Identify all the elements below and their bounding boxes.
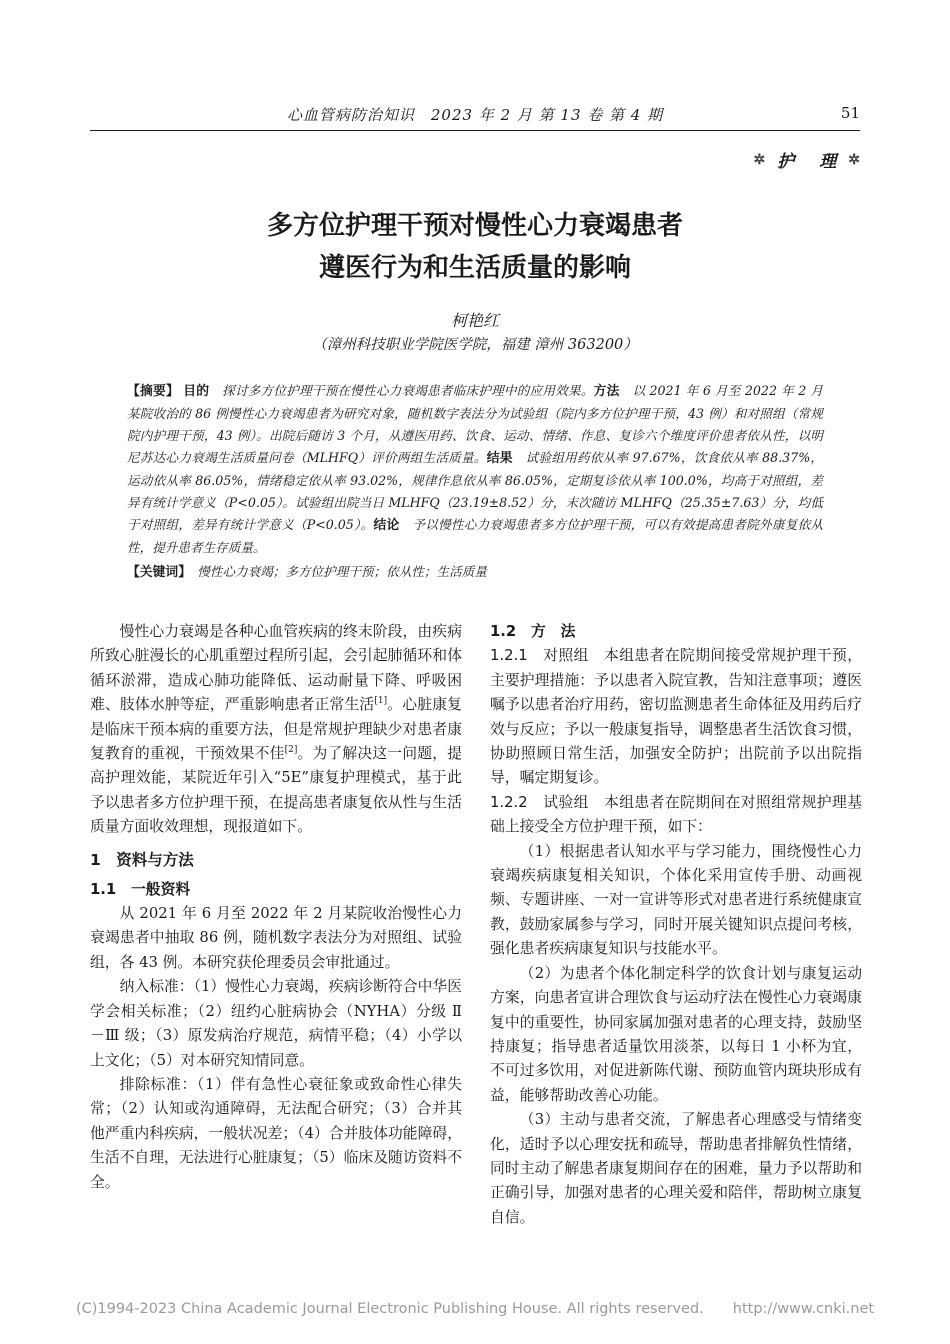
keywords bbox=[127, 561, 823, 584]
heading-general-data: 1.1 一般资料 bbox=[90, 880, 191, 898]
author: 柯艳红 bbox=[450, 311, 499, 330]
control-group-text: 本组患者在院期间接受常规护理干预，主要护理措施：予以患者入院宣教，告知注意事项；遵医嘱予以患者治疗用药，密切监测患者生命体征及用药后疗效与反应；予以一般康复指导，调整患者生活饮食习惯，协助照顾日常生活，加强安全防护；出院前予以出院指导，嘱定期复诊。 bbox=[490, 647, 862, 787]
intervention-item-1: （1）根据患者认知水平与学习能力，围绕慢性心力衰竭疾病康复相关知识，个体化采用宣传手册、动画视频、专题讲座、一对一宣讲等形式对患者进行系统健康宣教，鼓励家属参与学习，同时开展关键知识点提问考核，强化患者疾病康复知识与技能水平。 bbox=[490, 842, 862, 958]
paper-title bbox=[90, 205, 860, 289]
intro-text-b: 。心脏康复是临床干预本病的重要方法，但是常规护理缺少对患者康复教育的重视，干预效果不佳 bbox=[90, 696, 462, 763]
intervention-item-3: （3）主动与患者交流，了解患者心理感受与情绪变化，适时予以心理安抚和疏导，帮助患者排解负性情绪，同时主动了解患者康复期间存在的困难，量力予以帮助和正确引导，加强对患者的心理关爱和陪伴，帮助树立康复自信。 bbox=[490, 1111, 862, 1226]
keywords-text: 慢性心力衰竭；多方位护理干预；依从性；生活质量 bbox=[184, 564, 487, 579]
exclusion-criteria: 排除标准：（1）伴有急性心衰征象或致命性心律失常；（2）认知或沟通障碍，无法配合研究；（3）合并其他严重内科疾病，一般状况差；（4）合并肢体功能障碍，生活不自理，无法进行心脏康复；（5）临床及随访资料不全。 bbox=[90, 1075, 462, 1191]
section-tag bbox=[754, 147, 864, 172]
title-line-2: 遵医行为和生活质量的影响 bbox=[318, 253, 631, 283]
general-data-paragraph: 从 2021 年 6 月至 2022 年 2 月某院收治慢性心力衰竭患者中抽取 86 例，随机数字表法分为对照组、试验组，各 43 例。本研究获伦理委员会审批通过。 bbox=[90, 905, 462, 971]
page-number: 51 bbox=[840, 104, 860, 122]
conclusion-text: 予以慢性心力衰竭患者多方位护理干预，可以有效提高患者院外康复依从性，提升患者生存质量。 bbox=[127, 517, 824, 555]
heading-methods: 1.2 方 法 bbox=[490, 623, 576, 640]
control-group-label: 1.2.1 对照组 bbox=[490, 647, 589, 665]
journal-info: 心血管病防治知识 2023 年 2 月 第 13 卷 第 4 期 bbox=[286, 106, 664, 124]
conclusion-label: 结论 bbox=[373, 518, 400, 533]
affiliation: （漳州科技职业学院医学院，福建 漳州 363200） bbox=[312, 337, 638, 353]
method-text: 以 2021 年 6 月至 2022 年 2 月某院收治的 86 例慢性心力衰竭患者为研究对象，随机数字表法分为试验组（院内多方位护理干预，43 例）和对照组（常规院内护理干预，43 例）。出院后随访 3 个月，从遵医用药、饮食、运动、情绪、作息、复诊六个维度评价患者依从性，以明尼苏达心力衰竭生活质量问卷（MLHFQ）评价两组生活质量。 bbox=[127, 383, 824, 465]
flower-icon: ✲ bbox=[848, 151, 864, 168]
left-column bbox=[90, 620, 462, 1195]
ref-2: [2] bbox=[284, 745, 298, 756]
intervention-item-2: （2）为患者个体化制定科学的饮食计划与康复运动方案，向患者宣讲合理饮食与运动疗法在慢性心力衰竭康复中的重要性，协同家属加强对患者的心理支持，鼓励坚持康复；指导患者适量饮用淡茶，以每日 1 小杯为宜，不可过多饮用，对促进新陈代谢、预防血管内斑块形成有益，能够帮助改善心功能。 bbox=[490, 964, 862, 1104]
heading-materials-methods: 1 资料与方法 bbox=[90, 850, 194, 869]
keywords-label: 【关键词】 bbox=[127, 565, 185, 580]
abstract bbox=[127, 380, 823, 584]
abstract-label: 【摘要】 bbox=[127, 384, 180, 399]
intro-paragraph bbox=[90, 620, 462, 840]
test-group-text: 本组患者在院期间在对照组常规护理基础上接受全方位护理干预，如下： bbox=[490, 793, 862, 836]
running-header bbox=[90, 104, 860, 130]
right-column bbox=[490, 620, 862, 1230]
method-label: 方法 bbox=[593, 384, 620, 399]
copyright-footer: (C)1994-2023 China Academic Journal Electronic Publishing House. All rights reserved. http://www.cnki.net bbox=[75, 1301, 875, 1317]
test-group-paragraph bbox=[490, 791, 862, 840]
inclusion-criteria: 纳入标准：（1）慢性心力衰竭，疾病诊断符合中华医学会相关标准；（2）纽约心脏病协会（NYHA）分级 Ⅱ－Ⅲ 级；（3）原发病治疗规范，病情平稳；（4）小学以上文化；（5）对本研究知情同意。 bbox=[90, 978, 462, 1069]
purpose-text: 探讨多方位护理干预在慢性心力衰竭患者临床护理中的应用效果。 bbox=[209, 383, 594, 398]
purpose-label: 目的 bbox=[183, 384, 210, 399]
abstract-body bbox=[127, 380, 823, 559]
control-group-paragraph bbox=[490, 644, 862, 790]
intro-text-c: 。为了解决这一问题，提高护理效能，某院近年引入“5E”康复护理模式，基于此予以患者多方位护理干预，在提高患者康复依从性与生活质量方面收效理想，现报道如下。 bbox=[90, 745, 462, 836]
section-label: 护 理 bbox=[777, 152, 841, 172]
result-label: 结果 bbox=[486, 451, 513, 466]
test-group-label: 1.2.2 试验组 bbox=[490, 793, 589, 811]
result-text: 试验组用药依从率 97.67%，饮食依从率 88.37%，运动依从率 86.05%，情绪稳定依从率 93.02%，规律作息依从率 86.05%，定期复诊依从率 100.0%，均高于对照组，差异有统计学意义（P<0.05）。试验组出院当日 MLHFQ（23.19±8.52）分，末次随访 MLHFQ（25.35±7.63）分，均低于对照组，差异有统计学意义（P<0.05）。 bbox=[127, 450, 824, 532]
ref-1: [1] bbox=[374, 696, 388, 707]
title-line-1: 多方位护理干预对慢性心力衰竭患者 bbox=[266, 211, 683, 241]
flower-icon: ✲ bbox=[753, 151, 770, 168]
header-rule bbox=[90, 130, 860, 131]
intro-text-a: 慢性心力衰竭是各种心血管疾病的终末阶段，由疾病所致心脏漫长的心肌重塑过程所引起，会引起肺循环和体循环淤滞，造成心肺功能降低、运动耐量下降、呼吸困难、肢体水肿等症，严重影响患者正常生活 bbox=[90, 623, 462, 714]
